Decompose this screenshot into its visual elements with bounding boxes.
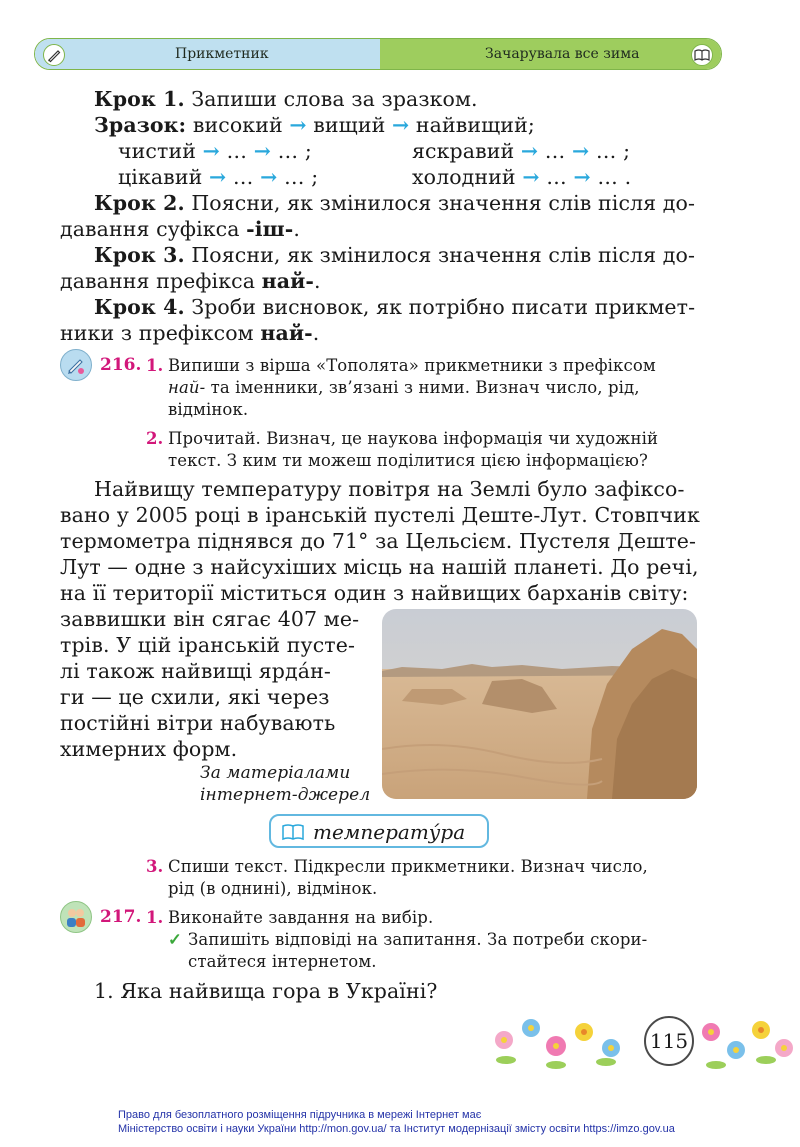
section-title: Прикметник	[175, 46, 269, 62]
sample-label: Зразок:	[94, 113, 187, 137]
blank: … .	[597, 165, 632, 189]
arrow-icon: →	[520, 139, 539, 163]
prefix-italic: най-	[168, 378, 206, 397]
task-1-sub-line: Запишіть відповіді на запитання. За потреби скори-	[188, 930, 648, 949]
step-1	[94, 86, 478, 112]
text-line: заввишки він сягає 407 ме-	[60, 607, 360, 631]
text: давання префікса	[60, 269, 262, 293]
pen-icon	[43, 44, 65, 66]
sample-word: вищий	[313, 113, 386, 137]
book-icon	[281, 823, 305, 845]
text: ники з префіксом	[60, 321, 261, 345]
step-2-text: Поясни, як змінилося значення слів після до-	[191, 191, 695, 215]
step-1-text: Запиши слова за зразком.	[191, 87, 478, 111]
arrow-icon: →	[289, 113, 307, 137]
arrow-icon: →	[573, 165, 591, 189]
step-4-cont	[60, 320, 319, 346]
step-3-label: Крок 3.	[94, 243, 185, 267]
sample-word: високий	[192, 113, 283, 137]
task-1-number: 1.	[146, 356, 164, 375]
step-1-label: Крок 1.	[94, 87, 185, 111]
source-line: інтернет-джерел	[200, 785, 371, 805]
word: чистий	[118, 139, 196, 163]
word: яскравий	[412, 139, 515, 163]
word: холодний	[412, 165, 516, 189]
prefix: най-	[261, 269, 315, 293]
text-line: вано у 2005 році в іранській пустелі Деште-Лут. Стовпчик	[60, 503, 700, 527]
write-task-icon	[60, 349, 92, 381]
word: цікавий	[118, 165, 203, 189]
desert-photo	[382, 609, 697, 799]
word-row	[118, 164, 318, 190]
blank: …	[232, 165, 254, 189]
arrow-icon: →	[208, 165, 227, 189]
task-1-line: Випиши з вірша «Тополята» прикметники з префіксом	[168, 356, 656, 375]
text: давання суфікса	[60, 217, 247, 241]
blank: …	[544, 139, 566, 163]
task-1-number: 1.	[146, 908, 164, 927]
text: .	[293, 217, 301, 241]
text: та іменники, зв’язані з ними. Визнач число, рід,	[205, 378, 640, 397]
exercise-216-number	[100, 354, 141, 376]
text-line: Лут — одне з найсухіших місць на нашій планеті. До речі,	[60, 555, 699, 579]
vocabulary-box	[269, 814, 489, 848]
task-1-line: Виконайте завдання на вибір.	[168, 908, 434, 927]
source-line: За матеріалами	[200, 763, 351, 783]
page-number: 115	[644, 1016, 694, 1066]
task-1-line	[168, 377, 640, 399]
sample-word: найвищий;	[415, 113, 535, 137]
text-line: лі також найвищі ярда́н-	[60, 659, 331, 683]
task-1-sub-line: стайтеся інтернетом.	[188, 952, 377, 971]
task-2-number: 2.	[146, 429, 164, 448]
exercise-number: 216.	[100, 355, 142, 375]
task-2-line: текст. З ким ти можеш поділитися цією інформацією?	[168, 451, 648, 470]
task-2-line: Прочитай. Визнач, це наукова інформація чи художній	[168, 429, 659, 448]
text-line: трів. У цій іранській пусте-	[60, 633, 356, 657]
text-line: термометра піднявся до 71° за Цельсієм. Пустеля Деште-	[60, 529, 697, 553]
arrow-icon: →	[202, 139, 220, 163]
step-3-cont	[60, 268, 321, 294]
blank: … ;	[284, 165, 319, 189]
chapter-title: Зачарувала все зима	[485, 46, 640, 62]
word-row	[412, 138, 630, 164]
flower-decoration	[486, 1010, 800, 1080]
arrow-icon: →	[391, 113, 410, 137]
step-2	[94, 190, 695, 216]
pair-work-icon	[60, 901, 92, 933]
word-row	[412, 164, 631, 190]
footer-line: Право для безоплатного розміщення підручника в мережі Інтернет має	[118, 1109, 482, 1121]
step-2-label: Крок 2.	[94, 191, 185, 215]
step-4	[94, 294, 695, 320]
footer-line: Міністерство освіти і науки України http://mon.gov.ua/ та Інститут модернізації змісту освіти https://imzo.gov.ua	[118, 1123, 675, 1135]
exercise-number: 217.	[100, 907, 142, 927]
text-line: ги — це схили, які через	[60, 685, 330, 709]
task-3-number: 3.	[146, 857, 164, 876]
text-line: постійні вітри набувають	[60, 711, 336, 735]
task-3-line: Спиши текст. Підкресли прикметники. Визнач число,	[168, 857, 648, 876]
task-3-line: рід (в однині), відмінок.	[168, 879, 378, 898]
blank: … ;	[595, 139, 631, 163]
page-header	[34, 38, 722, 70]
step-3-text: Поясни, як змінилося значення слів після до-	[191, 243, 695, 267]
arrow-icon: →	[522, 165, 540, 189]
prefix: най-	[260, 321, 313, 345]
arrow-icon: →	[260, 165, 278, 189]
exercise-217-number	[100, 906, 141, 928]
step-2-cont	[60, 216, 300, 242]
blank: …	[226, 139, 248, 163]
blank: … ;	[277, 139, 312, 163]
word-row	[118, 138, 312, 164]
suffix: -іш-	[246, 217, 294, 241]
step-4-label: Крок 4.	[94, 295, 185, 319]
vocabulary-word: температу́ра	[313, 820, 466, 844]
check-icon: ✓	[168, 930, 182, 949]
text: .	[314, 269, 321, 293]
text: .	[312, 321, 320, 345]
arrow-icon: →	[572, 139, 590, 163]
task-1-line: відмінок.	[168, 400, 249, 419]
text-line: Найвищу температуру повітря на Землі було зафіксо-	[94, 477, 685, 501]
sample-row	[94, 112, 535, 138]
text-line: на її території міститься один з найвищих барханів світу:	[60, 581, 689, 605]
text-line: химерних форм.	[60, 737, 238, 761]
arrow-icon: →	[253, 139, 272, 163]
blank: …	[546, 165, 567, 189]
step-4-text: Зроби висновок, як потрібно писати прикмет-	[191, 295, 696, 319]
book-icon	[691, 44, 713, 66]
question-1: 1. Яка найвища гора в Україні?	[94, 979, 438, 1003]
step-3	[94, 242, 695, 268]
